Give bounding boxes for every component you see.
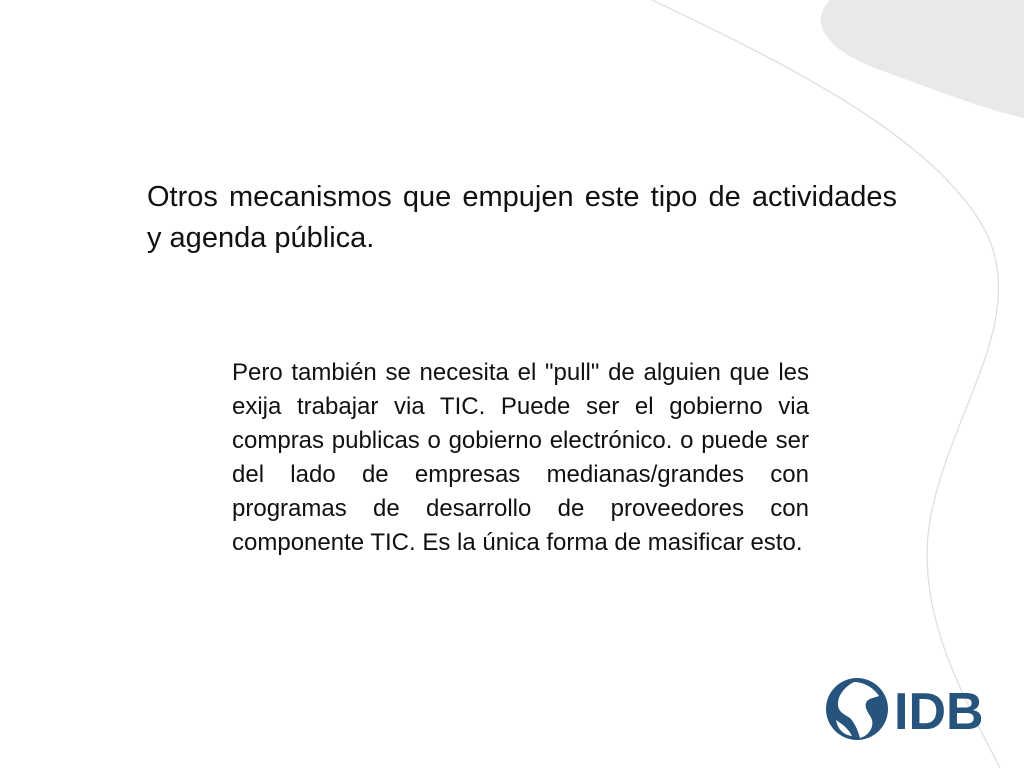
logo-text: IDB	[894, 683, 984, 741]
slide-body-text: Pero también se necesita el "pull" de alguien que les exija trabajar via TIC. Puede ser el gobierno via compras publicas o gobierno electrónico. o puede ser del lado de empresas medianas/grandes con programas de desarrollo de proveedores con componente TIC. Es la única forma de masificar esto.	[232, 359, 809, 556]
corner-swoosh-shape	[821, 0, 1024, 118]
slide-title: Otros mecanismos que empujen este tipo de actividades y agenda pública.	[147, 181, 897, 254]
globe-americas-icon	[826, 678, 888, 740]
idb-logo	[824, 676, 999, 742]
